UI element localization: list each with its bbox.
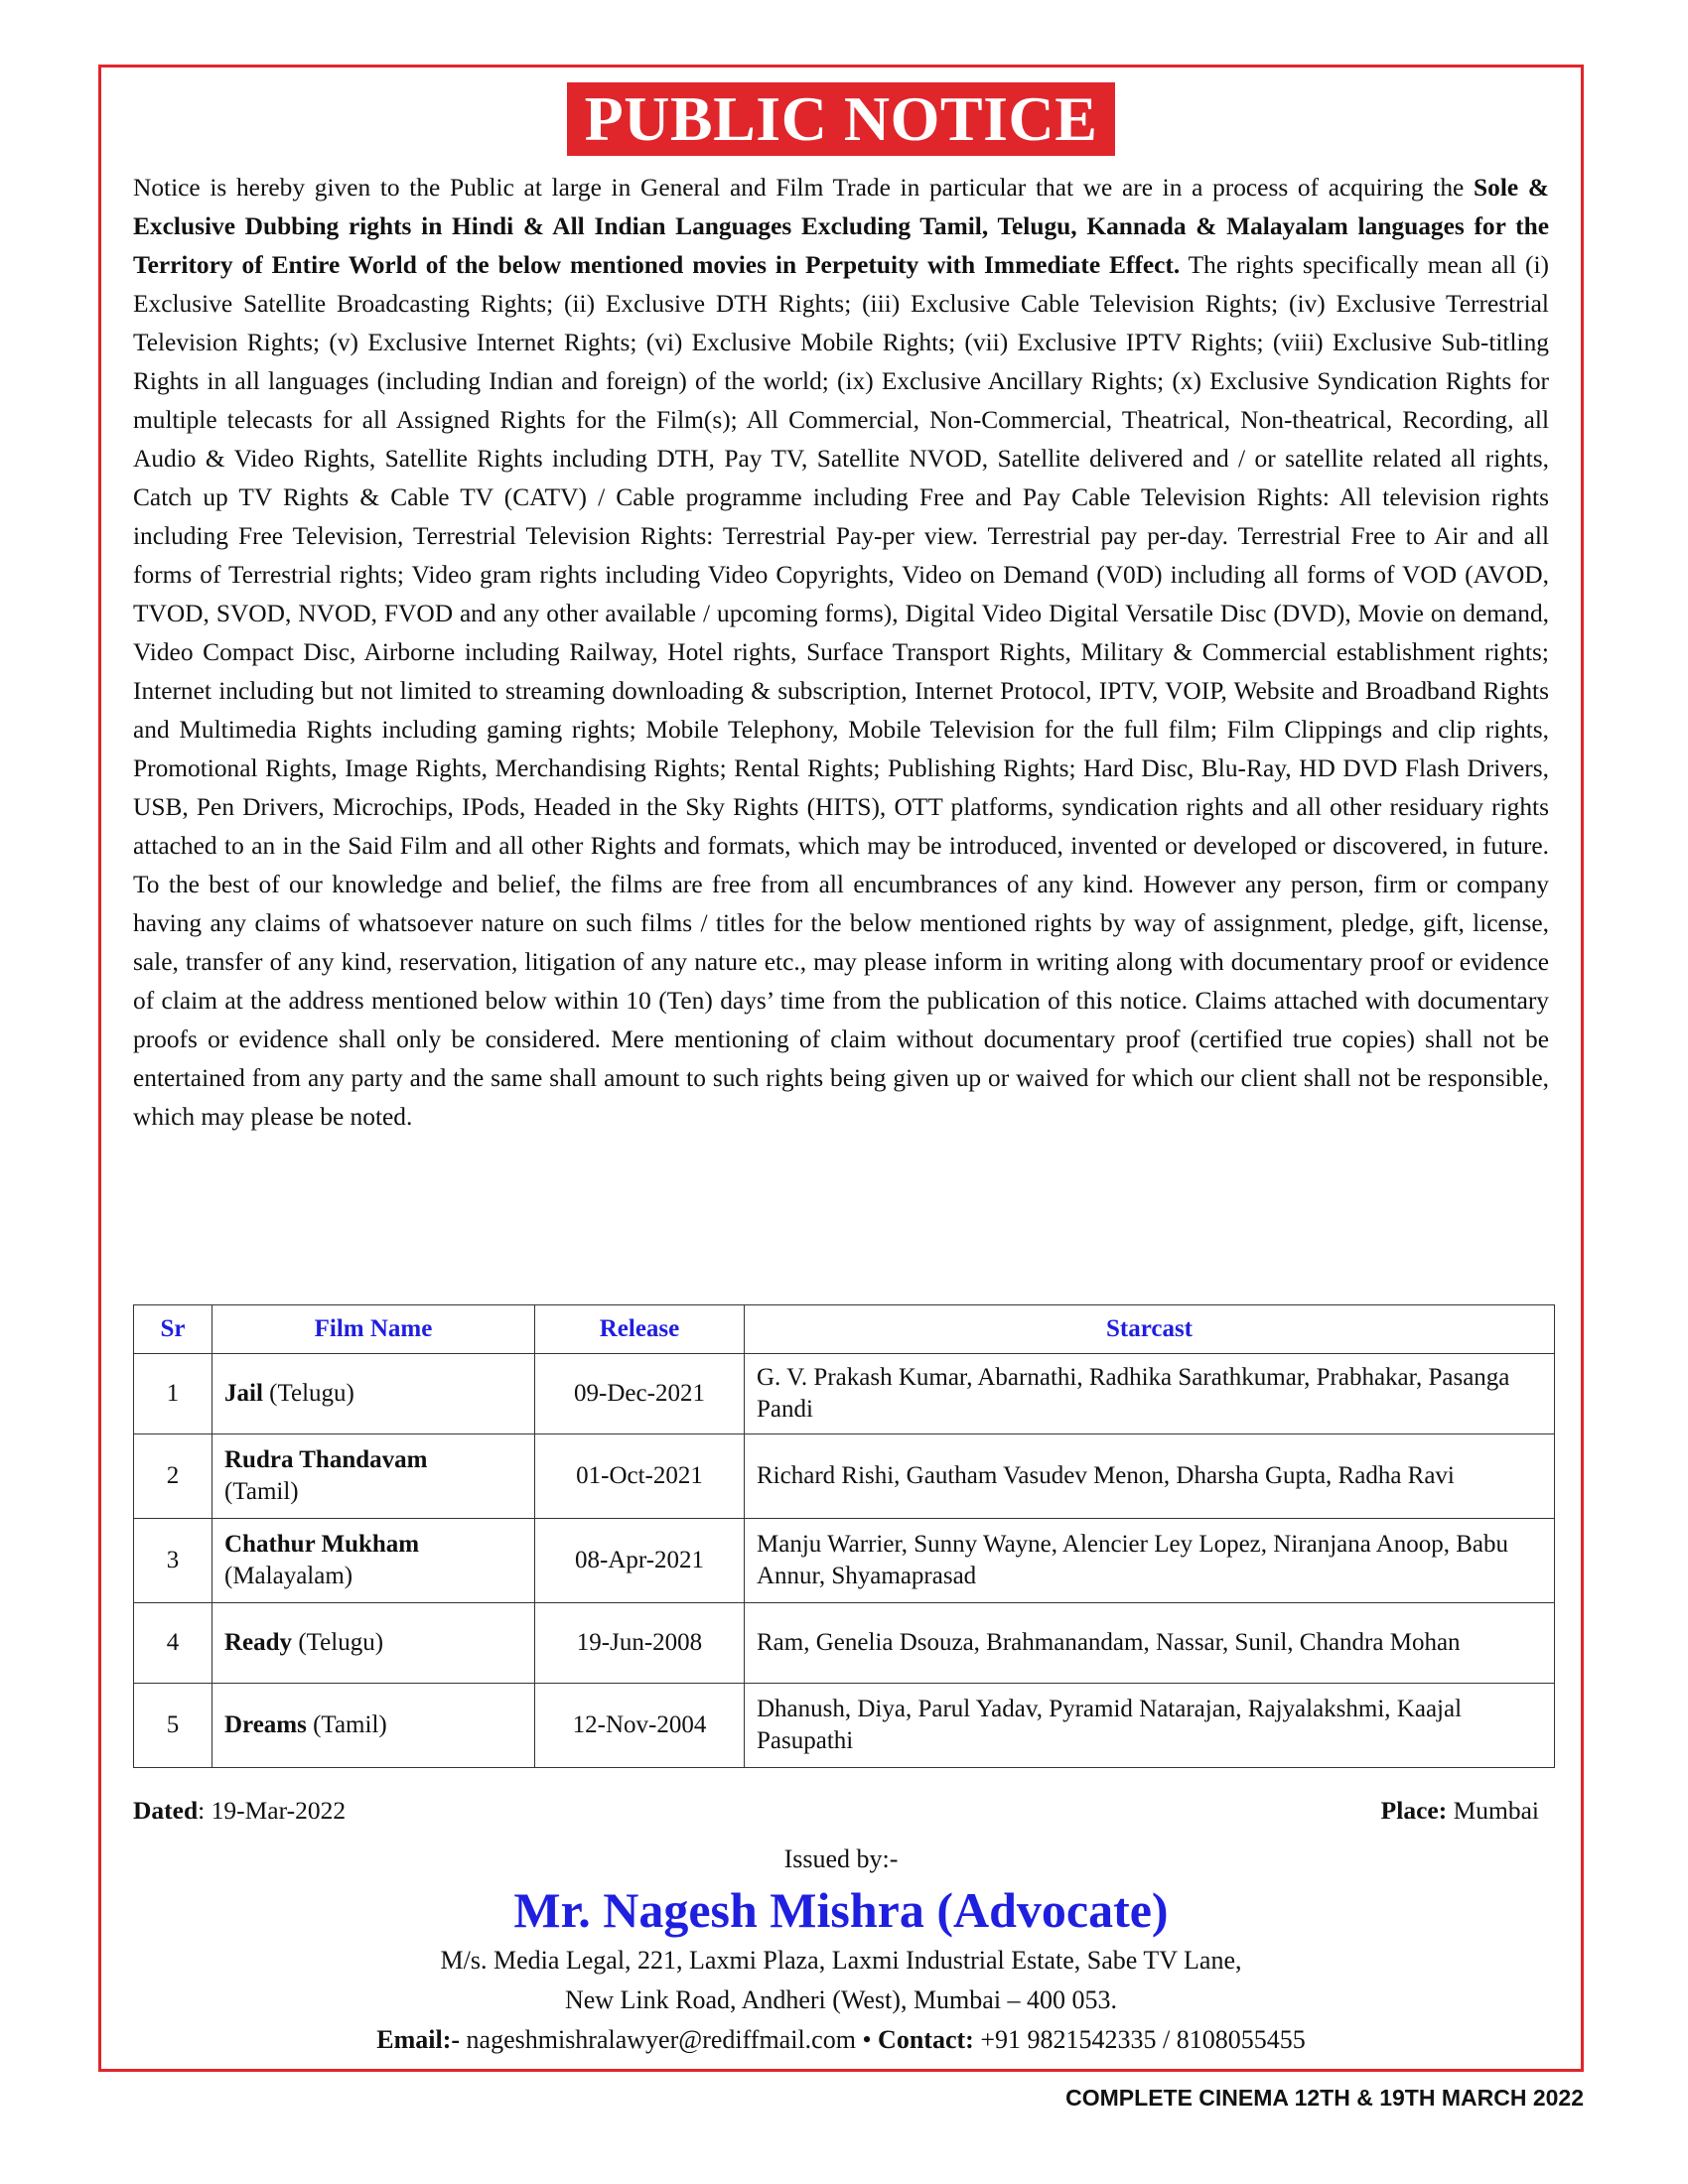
header-starcast: Starcast bbox=[745, 1305, 1555, 1354]
header-sr: Sr bbox=[134, 1305, 212, 1354]
cell-film bbox=[212, 1684, 535, 1768]
title-wrap bbox=[101, 82, 1581, 156]
table-row bbox=[134, 1354, 1555, 1434]
cell-sr: 1 bbox=[134, 1354, 212, 1434]
contact-line bbox=[101, 2025, 1581, 2055]
film-language: (Telugu) bbox=[269, 1380, 354, 1407]
place bbox=[1381, 1796, 1539, 1826]
dated-label: Dated bbox=[133, 1796, 199, 1825]
cell-release: 08-Apr-2021 bbox=[535, 1519, 745, 1603]
cell-starcast: G. V. Prakash Kumar, Abarnathi, Radhika Sarathkumar, Prabhakar, Pasanga Pandi bbox=[745, 1354, 1555, 1434]
cell-starcast: Richard Rishi, Gautham Vasudev Menon, Dharsha Gupta, Radha Ravi bbox=[745, 1434, 1555, 1519]
address-line-1: M/s. Media Legal, 221, Laxmi Plaza, Laxmi Industrial Estate, Sabe TV Lane, bbox=[440, 1946, 1242, 1975]
cell-film bbox=[212, 1354, 535, 1434]
cell-starcast: Manju Warrier, Sunny Wayne, Alencier Ley Lopez, Niranjana Anoop, Babu Annur, Shyamaprasad bbox=[745, 1519, 1555, 1603]
cell-sr: 4 bbox=[134, 1603, 212, 1684]
contact-label: Contact: bbox=[878, 2025, 974, 2054]
cell-release: 12-Nov-2004 bbox=[535, 1684, 745, 1768]
cell-starcast: Ram, Genelia Dsouza, Brahmanandam, Nassar, Sunil, Chandra Mohan bbox=[745, 1603, 1555, 1684]
dated bbox=[133, 1796, 346, 1826]
table-row bbox=[134, 1603, 1555, 1684]
films-table bbox=[133, 1304, 1555, 1768]
notice-intro: Notice is hereby given to the Public at large in General and Film Trade in particular that we are in a process of acquiring the bbox=[133, 174, 1475, 202]
cell-film bbox=[212, 1519, 535, 1603]
cell-release: 01-Oct-2021 bbox=[535, 1434, 745, 1519]
cell-release: 19-Jun-2008 bbox=[535, 1603, 745, 1684]
notice-frame bbox=[98, 65, 1584, 2072]
issued-by: Issued by:- bbox=[783, 1844, 899, 1873]
publication-footer: COMPLETE CINEMA 12TH & 19TH MARCH 2022 bbox=[1065, 2085, 1584, 2111]
contact-value: +91 9821542335 / 8108055455 bbox=[973, 2025, 1306, 2054]
table-row bbox=[134, 1684, 1555, 1768]
address-line-2: New Link Road, Andheri (West), Mumbai – 400 053. bbox=[564, 1985, 1118, 2014]
notice-rights-detail: The rights specifically mean all (i) Exclusive Satellite Broadcasting Rights; (ii) Exclusive DTH Rights; (iii) Exclusive Cable Television Rights; (iv) Exclusive Terrestrial Television Rights; (v) Exclusive Internet Rights; (vi) Exclusive Mobile Rights; (vii) Exclusive IPTV Rights; (viii) Exclusive Sub-titling Rights in all languages (including Indian and foreign) of the world; (ix) Exclusive Ancillary Rights; (x) Exclusive Syndication Rights for multiple telecasts for all Assigned Rights for the Film(s); All Commercial, Non-Commercial, Theatrical, Non-theatrical, Recording, all Audio & Video Rights, Satellite Rights including DTH, Pay TV, Satellite NVOD, Satellite delivered and / or satellite related all rights, Catch up TV Rights & Cable TV (CATV) / Cable programme including Free and Pay Cable Television Rights: All television rights including Free Television, Terrestrial Television Rights: Terrestrial Pay-per view. Terrestrial pay per-day. Terrestrial Free to Air and all forms of Terrestrial rights; Video gram rights including Video Copyrights, Video on Demand (V0D) including all forms of VOD (AVOD, TVOD, SVOD, NVOD, FVOD and any other available / upcoming forms), Digital Video Digital Versatile Disc (DVD), Movie on demand, Video Compact Disc, Airborne including Railway, Hotel rights, Surface Transport Rights, Military & Commercial establishment rights; Internet including but not limited to streaming downloading & subscription, Internet Protocol, IPTV, VOIP, Website and Broadband Rights and Multimedia Rights including gaming rights; Mobile Telephony, Mobile Television for the full film; Film Clippings and clip rights, Promotional Rights, Image Rights, Merchandising Rights; Rental Rights; Publishing Rights; Hard Disc, Blu-Ray, HD DVD Flash Drivers, USB, Pen Drivers, Microchips, IPods, Headed in the Sky Rights (HITS), OTT platforms, syndication rights and all other residuary rights attached to an in the Said Film and all other Rights and formats, which may be introduced, invented or developed or discovered, in future. To the best of our knowledge and belief, the films are free from all encumbrances of any kind. However any person, firm or company having any claims of whatsoever nature on such films / titles for the below mentioned rights by way of assignment, pledge, gift, license, sale, transfer of any kind, reservation, litigation of any nature etc., may please inform in writing along with documentary proof or evidence of claim at the address mentioned below within 10 (Ten) days’ time from the publication of this notice. Claims attached with documentary proofs or evidence shall only be considered. Mere mentioning of claim without documentary proof (certified true copies) shall not be entertained from any party and the same shall amount to such rights being given up or waived for which our client shall not be responsible, which may please be noted. bbox=[133, 251, 1549, 1131]
notice-rights-bold: Sole & Exclusive Dubbing rights in Hindi & All Indian Languages Excluding Tamil, Telugu, Kannada & Malayalam languages for the Territory of Entire World of the below mentioned movies in Perpetuity with Immediate Effect. bbox=[133, 174, 1549, 279]
film-language: (Malayalam) bbox=[224, 1563, 353, 1589]
cell-release: 09-Dec-2021 bbox=[535, 1354, 745, 1434]
table-row bbox=[134, 1519, 1555, 1603]
cell-film bbox=[212, 1603, 535, 1684]
separator-bullet: • bbox=[855, 2025, 879, 2054]
film-language: (Tamil) bbox=[313, 1711, 387, 1738]
cell-sr: 2 bbox=[134, 1434, 212, 1519]
email-label: Email:- bbox=[376, 2025, 461, 2054]
cell-starcast: Dhanush, Diya, Parul Yadav, Pyramid Natarajan, Rajyalakshmi, Kaajal Pasupathi bbox=[745, 1684, 1555, 1768]
header-release: Release bbox=[535, 1305, 745, 1354]
email-value[interactable]: nageshmishralawyer@rediffmail.com bbox=[460, 2025, 856, 2054]
cell-sr: 3 bbox=[134, 1519, 212, 1603]
notice-body bbox=[133, 169, 1549, 1137]
place-label: Place: bbox=[1380, 1796, 1448, 1825]
film-title: Rudra Thandavam bbox=[224, 1446, 428, 1473]
dated-value: : 19-Mar-2022 bbox=[198, 1796, 347, 1825]
place-value: Mumbai bbox=[1447, 1796, 1539, 1825]
cell-film bbox=[212, 1434, 535, 1519]
header-film-name: Film Name bbox=[212, 1305, 535, 1354]
advocate-name: Mr. Nagesh Mishra (Advocate) bbox=[513, 1882, 1169, 1938]
film-language: (Tamil) bbox=[224, 1478, 299, 1505]
film-title: Chathur Mukham bbox=[224, 1531, 420, 1558]
cell-sr: 5 bbox=[134, 1684, 212, 1768]
film-language: (Telugu) bbox=[298, 1629, 384, 1656]
table-row bbox=[134, 1434, 1555, 1519]
table-header-row bbox=[134, 1305, 1555, 1354]
page-title: PUBLIC NOTICE bbox=[567, 82, 1116, 156]
film-title: Dreams bbox=[224, 1711, 307, 1738]
film-title: Jail bbox=[224, 1380, 263, 1407]
film-title: Ready bbox=[224, 1629, 293, 1656]
